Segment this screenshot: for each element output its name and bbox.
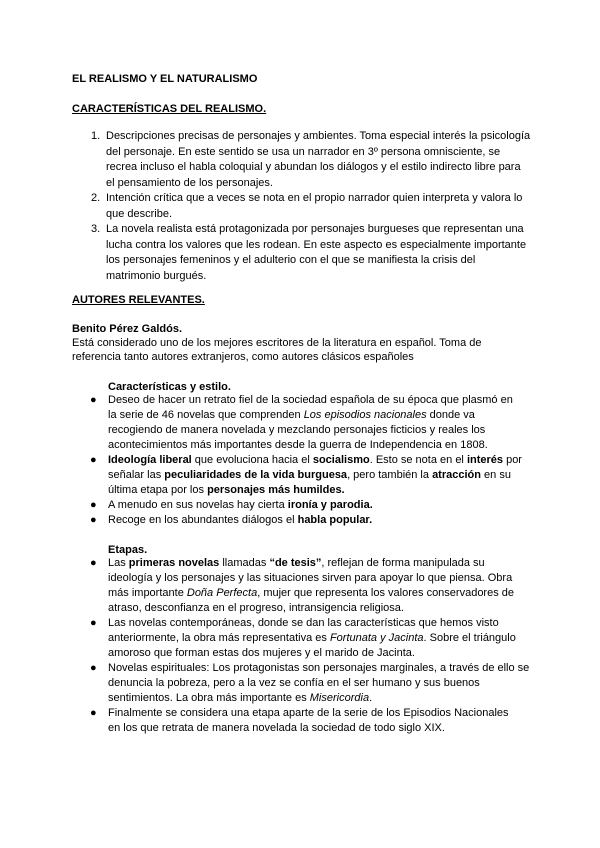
item-text: Intención crítica que a veces se nota en el propio narrador quien interpreta y valora lo que describe. — [106, 192, 523, 220]
item-text: Descripciones precisas de personajes y ambientes. Toma especial interés la psicología del personaje. En este sentido se usa un narrador en 3º persona omnisciente, se recrea incluso el habla coloquial y abundan los diálogos y el estilo indirecto libre para el pensamiento de los personajes. — [106, 130, 531, 189]
characteristics-heading: CARACTERÍSTICAS DEL REALISMO. — [72, 103, 267, 115]
work-title: Fortunata y Jacinta — [329, 632, 424, 644]
work-title: Misericordia — [309, 692, 370, 704]
bullet-icon: ● — [90, 454, 97, 466]
style-heading: Características y estilo. — [108, 381, 231, 393]
style-list — [90, 393, 530, 528]
authors-heading: AUTORES RELEVANTES. — [72, 294, 205, 306]
item-text: La novela realista está protagonizada por personajes burgueses que representan una lucha contra los valores que les rodean. En este aspecto es especialmente importante los personajes femeninos y el adulterio con el que se manifiesta la crisis del matrimonio burgués. — [106, 223, 527, 282]
author-name: Benito Pérez Galdós. — [72, 323, 183, 335]
bullet-icon: ● — [90, 617, 97, 629]
bullet-icon: ● — [90, 707, 97, 719]
item-number: 3. — [91, 223, 101, 235]
list-item: ● Las primeras novelas llamadas “de tesis”, reflejan de forma manipulada su ideología y los personajes y las situaciones sirven para apoyar lo que piensa. Obra más importante Doña Perfecta, mujer que representa los valores conservadores de atraso, desconfianza en el progreso, intransigencia religiosa. — [90, 557, 515, 614]
list-item — [72, 222, 532, 284]
characteristics-list — [72, 129, 532, 284]
list-item — [72, 191, 532, 222]
stages-list — [90, 556, 530, 736]
item-number: 2. — [91, 192, 101, 204]
work-title: Los episodios nacionales — [303, 409, 427, 421]
list-item: ● Las novelas contemporáneas, donde se dan las características que hemos visto anteriormente, la obra más representativa es Fortunata y Jacinta. Sobre el triángulo amoroso que forman estas dos mujeres y el marido de Jacinta. — [90, 617, 516, 659]
author-intro: Está considerado uno de los mejores escritores de la literatura en español. Toma de referencia tanto autores extranjeros, como autores clásicos españoles — [72, 337, 482, 363]
bullet-icon: ● — [90, 499, 97, 511]
item-number: 1. — [91, 130, 101, 142]
bullet-icon: ● — [90, 514, 97, 526]
list-item: ● Recoge en los abundantes diálogos el habla popular. — [90, 514, 373, 526]
bullet-icon: ● — [90, 662, 97, 674]
bullet-icon: ● — [90, 557, 97, 569]
document-title: EL REALISMO Y EL NATURALISMO — [72, 73, 258, 85]
list-item: ● Deseo de hacer un retrato fiel de la sociedad española de su época que plasmó en la serie de 46 novelas que comprenden Los episodios nacionales donde va recogiendo de manera novelada y mezclando personajes ficticios y reales los acontecimientos más importantes desde la guerra de Independencia en 1808. — [90, 394, 513, 451]
list-item: ● A menudo en sus novelas hay cierta ironía y parodia. — [90, 499, 373, 511]
stages-heading: Etapas. — [108, 544, 148, 556]
list-item — [72, 129, 532, 191]
work-title: Doña Perfecta — [186, 587, 258, 599]
bullet-icon: ● — [90, 394, 97, 406]
list-item: ● Finalmente se considera una etapa aparte de la serie de los Episodios Nacionales en los que retrata de manera novelada la sociedad de todo siglo XIX. — [90, 707, 509, 734]
list-item: ● Ideología liberal que evoluciona hacia el socialismo. Esto se nota en el interés por señalar las peculiaridades de la vida burguesa, pero también la atracción en su última etapa por los personajes más humildes. — [90, 454, 522, 496]
list-item: ● Novelas espirituales: Los protagonistas son personajes marginales, a través de ello se denuncia la pobreza, pero a la vez se confía en el ser humano y sus buenos sentimientos. La obra más importante es Misericordia. — [90, 662, 530, 704]
